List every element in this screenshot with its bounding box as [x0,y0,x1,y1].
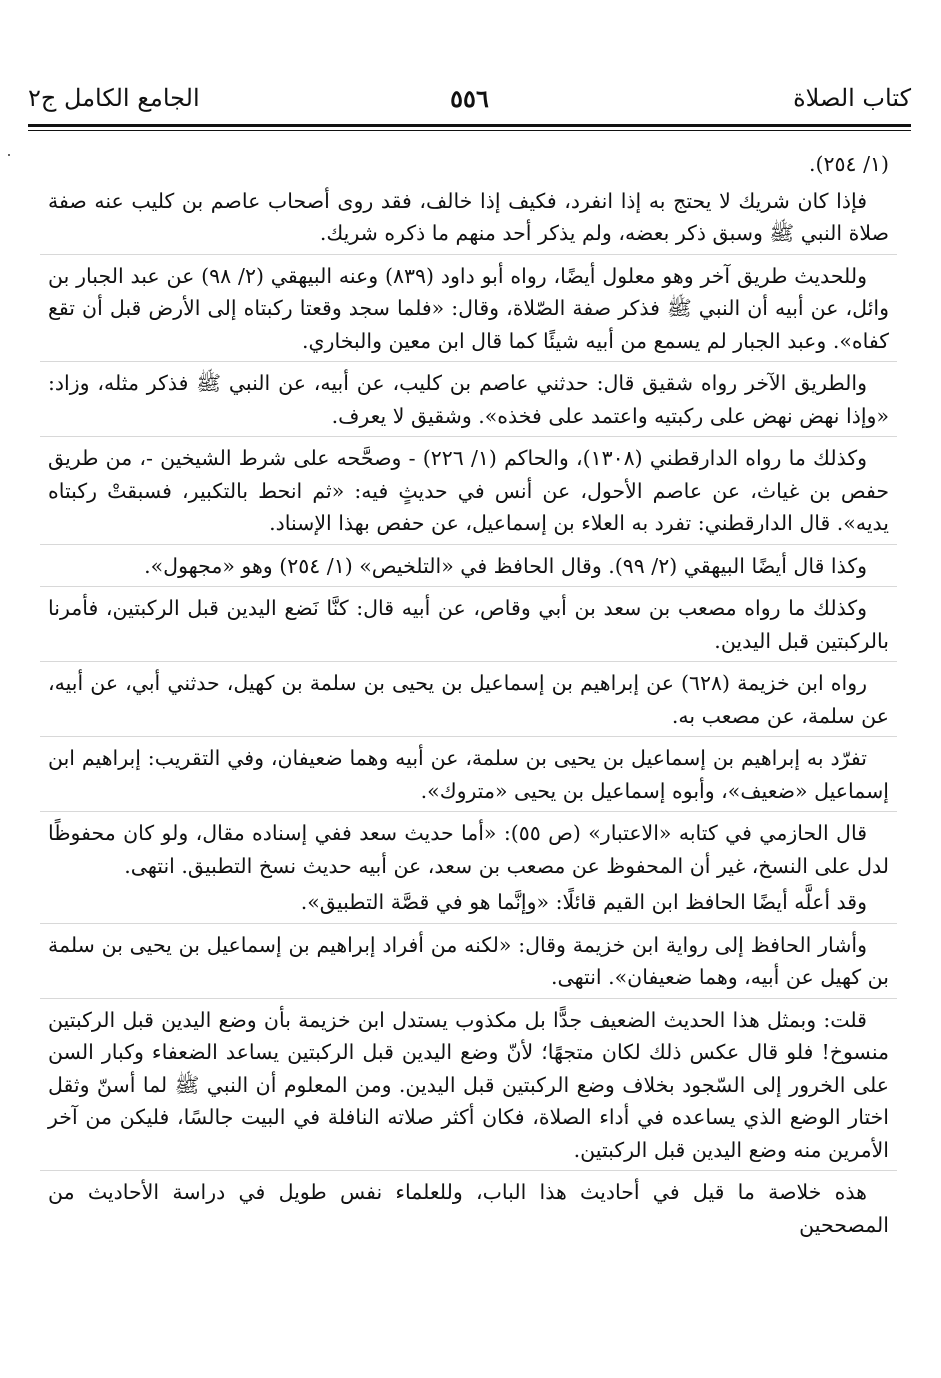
paragraph: رواه ابن خزيمة (٦٢٨) عن إبراهيم بن إسماعيل بن يحيى بن سلمة بن كهيل، حدثني أبي، عن أبيه، عن سلمة، عن مصعب به. [48,671,889,728]
paragraph: وكذلك ما رواه مصعب بن سعد بن أبي وقاص، عن أبيه قال: كنَّا نَضع اليدين قبل الركبتين، فأمرنا بالركبتين قبل اليدين. [48,596,889,653]
paragraph-divider [40,436,897,437]
paragraph-divider [40,1170,897,1171]
paragraph: وكذلك ما رواه الدارقطني (١٣٠٨)، والحاكم (١/ ٢٢٦) - وصحَّحه على شرط الشيخين -، من طريق حفص بن غياث، عن عاصم الأحول، عن أنس في حديثٍ فيه: «ثم انحط بالتكبير، فسبقتْ ركبتاه يديه». قال الدارقطني: تفرد به العلاء بن إسماعيل، عن حفص بهذا الإسناد. [48,446,889,535]
paragraph: وقد أعلَّه أيضًا الحافظ ابن القيم قائلًا: «وإنَّما هو في قصَّة التطبيق». [300,890,867,914]
margin-mark [8,154,10,156]
paragraph: والطريق الآخر رواه شقيق قال: حدثني عاصم بن كليب، عن أبيه، عن النبي ﷺ فذكر مثله، وزاد: «وإذا نهض نهض على ركبتيه واعتمد على فخذه». وشقيق لا يعرف. [48,371,889,428]
header-page-number: ٥٥٦ [450,84,489,113]
paragraph-divider [40,811,897,812]
header-book-section: كتاب الصلاة [793,84,911,112]
paragraph-divider [40,544,897,545]
paragraph-divider [40,661,897,662]
header-book-title: الجامع الكامل ج٢ [28,84,200,112]
paragraph-citation-tail: (١/ ٢٥٤). [808,152,889,176]
paragraph-divider [40,923,897,924]
header-rule-thick [28,124,911,127]
paragraph-divider [40,254,897,255]
paragraph-divider [40,361,897,362]
header-rule-thin [28,130,911,131]
page-header [28,84,911,124]
paragraph-divider [40,586,897,587]
paragraph: قال الحازمي في كتابه «الاعتبار» (ص ٥٥): «أما حديث سعد ففي إسناده مقال، ولو كان محفوظًا لدل على النسخ، غير أن المحفوظ عن مصعب بن سعد، عن أبيه حديث نسخ التطبيق. انتهى. [48,821,889,878]
paragraph: وأشار الحافظ إلى رواية ابن خزيمة وقال: «لكنه من أفراد إبراهيم بن إسماعيل بن يحيى بن سلمة بن كهيل عن أبيه، وهما ضعيفان». انتهى. [48,932,889,989]
paragraph: فإذا كان شريك لا يحتج به إذا انفرد، فكيف إذا خالف، فقد روى أصحاب عاصم بن كليب عنه صفة صلاة النبي ﷺ وسبق ذكر بعضه، ولم يذكر أحد منهم ما ذكره شريك. [48,188,889,245]
paragraph: هذه خلاصة ما قيل في أحاديث هذا الباب، وللعلماء نفس طويل في دراسة الأحاديث من المصححين [48,1180,889,1237]
paragraph-divider [40,736,897,737]
paragraph: قلت: وبمثل هذا الحديث الضعيف جدًّا بل مكذوب يستدل ابن خزيمة بأن وضع اليدين قبل الركبتين منسوخ! فلو قال عكس ذلك لكان متجهًا؛ لأنّ وضع اليدين قبل الركبتين يساعد الضعفاء وكبار السن على الخرور إلى السّجود بخلاف وضع الركبتين قبل اليدين. ومن المعلوم أن النبي ﷺ لما أسنّ وثقل اختار الوضع الذي يساعده في أداء الصلاة، فكان أكثر صلاته النافلة في البيت جالسًا، فليكن من آخر الأمرين منه وضع اليدين قبل الركبتين. [48,1007,889,1162]
paragraph: وللحديث طريق آخر وهو معلول أيضًا، رواه أبو داود (٨٣٩) وعنه البيهقي (٢/ ٩٨) عن عبد الجبار بن وائل، عن أبيه أن النبي ﷺ فذكر صفة الصّلاة، وقال: «فلما سجد وقعتا ركبتاه إلى الأرض قبل أن تقع كفاه». وعبد الجبار لم يسمع من أبيه شيئًا كما قال ابن معين والبخاري. [48,263,889,353]
paragraph: وكذا قال أيضًا البيهقي (٢/ ٩٩). وقال الحافظ في «التلخيص» (١/ ٢٥٤) وهو «مجهول». [144,553,867,578]
paragraph-divider [40,998,897,999]
paragraph: تفرّد به إبراهيم بن إسماعيل بن يحيى بن سلمة، عن أبيه وهما ضعيفان، وفي التقريب: إبراهيم ابن إسماعيل «ضعيف»، وأبوه إسماعيل بن يحيى «متروك». [48,746,889,803]
page-body [48,148,889,1245]
